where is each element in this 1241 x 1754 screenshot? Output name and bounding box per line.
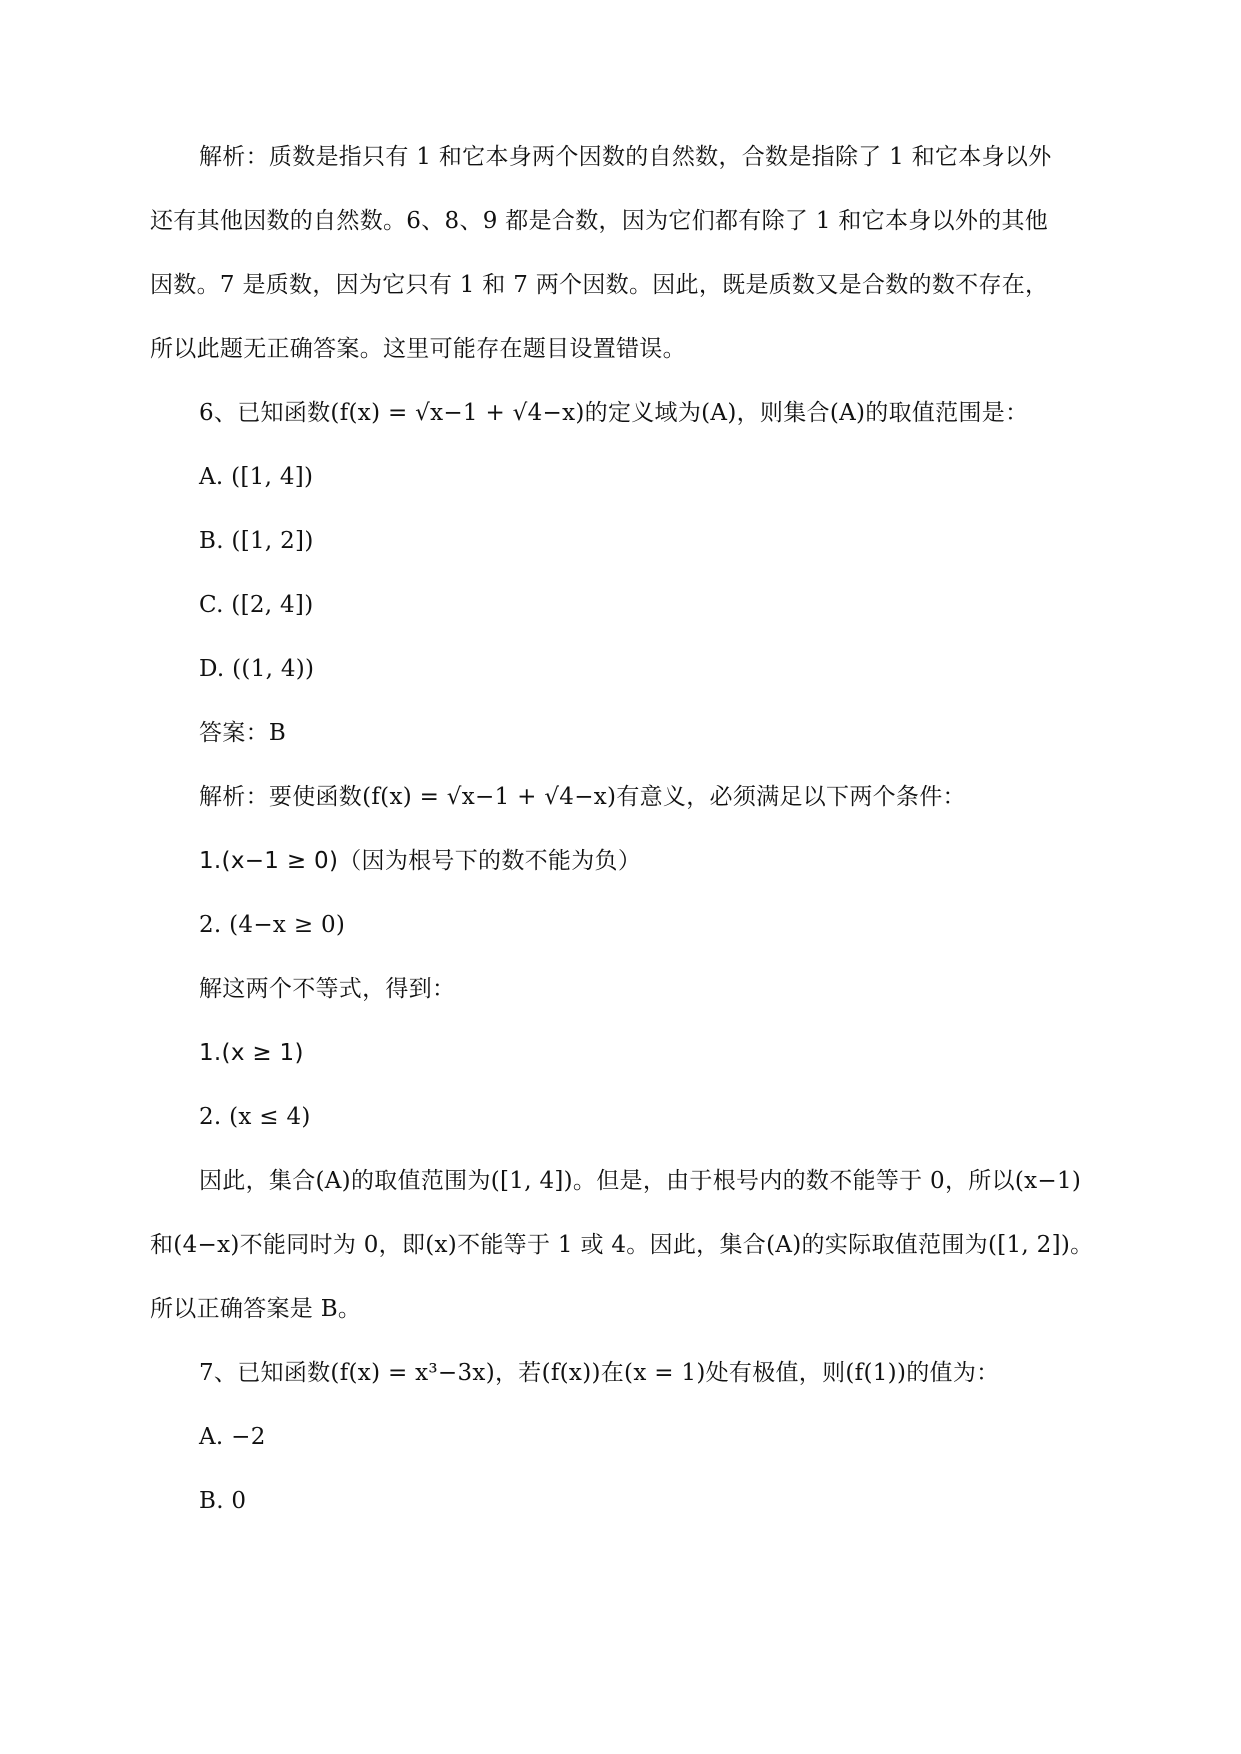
question-6-option-b: B. ([1, 2]): [199, 528, 314, 554]
question-6-option-c: C. ([2, 4]): [199, 592, 314, 618]
question-6-answer: 答案：B: [199, 720, 287, 746]
analysis-5-line-1: 解析：质数是指只有 1 和它本身两个因数的自然数，合数是指除了 1 和它本身以外: [199, 144, 1052, 170]
solution-1: 1.(x ≥ 1): [199, 1040, 304, 1066]
conclusion-line-1: 因此，集合(A)的取值范围为([1, 4])。但是，由于根号内的数不能等于 0，所以(x−1): [199, 1168, 1082, 1194]
analysis-5-line-2: 还有其他因数的自然数。6、8、9 都是合数，因为它们都有除了 1 和它本身以外的其他: [150, 208, 1049, 234]
analysis-5-line-3: 因数。7 是质数，因为它只有 1 和 7 两个因数。因此，既是质数又是合数的数不存在，: [150, 272, 1049, 298]
question-7-stem: 7、已知函数(f(x) = x³−3x)，若(f(x))在(x = 1)处有极值，则(f(1))的值为：: [199, 1360, 1000, 1386]
conclusion-line-3: 所以正确答案是 B。: [150, 1296, 362, 1322]
question-6-stem: 6、已知函数(f(x) = √x−1 + √4−x)的定义域为(A)，则集合(A)的取值范围是：: [199, 400, 1029, 426]
solve-inequalities-text: 解这两个不等式，得到：: [199, 976, 456, 1002]
condition-1: 1.(x−1 ≥ 0)（因为根号下的数不能为负）: [199, 848, 642, 874]
question-6-option-a: A. ([1, 4]): [199, 464, 314, 490]
condition-2: 2. (4−x ≥ 0): [199, 912, 346, 938]
question-7-option-b: B. 0: [199, 1488, 247, 1514]
solution-2: 2. (x ≤ 4): [199, 1104, 311, 1130]
analysis-5-line-4: 所以此题无正确答案。这里可能存在题目设置错误。: [150, 336, 686, 362]
question-6-option-d: D. ((1, 4)): [199, 656, 315, 682]
question-6-analysis-intro: 解析：要使函数(f(x) = √x−1 + √4−x)有意义，必须满足以下两个条件：: [199, 784, 966, 810]
conclusion-line-2: 和(4−x)不能同时为 0，即(x)不能等于 1 或 4。因此，集合(A)的实际取值范围为([1, 2])。: [150, 1232, 1094, 1258]
question-7-option-a: A. −2: [199, 1424, 266, 1450]
